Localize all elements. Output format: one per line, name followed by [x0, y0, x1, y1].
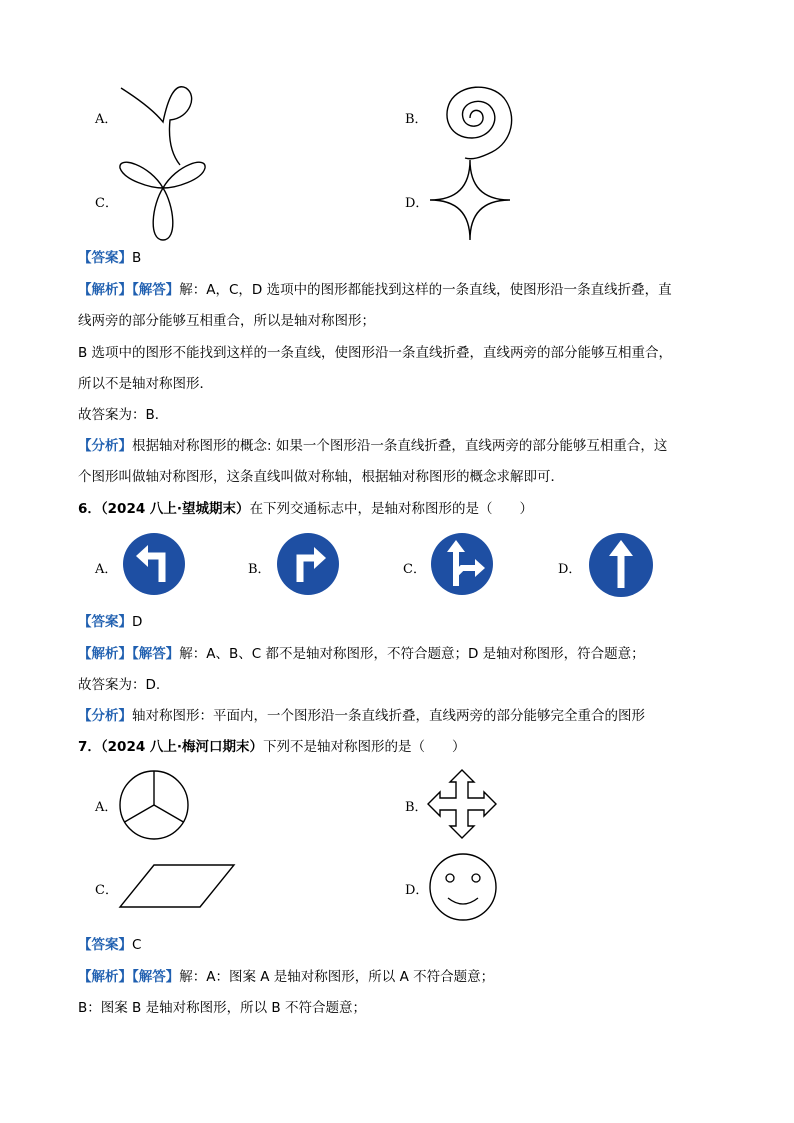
q6-option-c-label: C．	[403, 562, 426, 577]
q6-answer: D	[132, 614, 143, 630]
q6-option-b-label: B．	[248, 562, 271, 577]
q6-analysis-line-2: 故答案为：D.	[78, 677, 161, 693]
q7-question: 下列不是轴对称图形的是（ ）	[263, 739, 466, 755]
analysis-tag: 【解析】【解答】	[78, 282, 180, 298]
q7-analysis-line-1	[78, 967, 494, 987]
q6-analysis-line-1	[78, 644, 645, 664]
analysis-tag: 【解析】【解答】	[78, 646, 180, 662]
q5-option-a-label: A．	[95, 112, 118, 127]
q7-analysis-line-2: B：图案 B 是轴对称图形，所以 B 不符合题意；	[78, 1000, 366, 1016]
q5-fenxi-text: 根据轴对称图形的概念: 如果一个图形沿一条直线折叠，直线两旁的部分能够互相重合，这	[132, 438, 668, 454]
q6-source: （2024 八上·望城期末）	[100, 501, 250, 517]
q5-astroid-figure	[0, 0, 794, 260]
q5-analysis-line-5: 故答案为：B．	[78, 407, 169, 423]
q5-analysis-text: 解：A，C，D 选项中的图形都能找到这样的一条直线，使图形沿一条直线折叠，直	[179, 282, 672, 298]
q5-analysis-line-3: B 选项中的图形不能找到这样的一条直线，使图形沿一条直线折叠，直线两旁的部分能够互相重合，	[78, 345, 673, 361]
q7-smiley-face-figure	[428, 852, 498, 922]
q7-answer: C	[132, 937, 142, 953]
analysis-tag: 【解析】【解答】	[78, 969, 180, 985]
q7-option-c-label: C．	[95, 883, 118, 898]
q7-divided-circle-figure	[118, 769, 190, 841]
q5-analysis-line-4: 所以不是轴对称图形．	[78, 376, 213, 392]
q6-turn-left-sign	[122, 532, 186, 596]
q7-parallelogram-figure	[118, 863, 238, 909]
q5-option-d-label: D．	[405, 196, 429, 211]
q5-analysis-line-1	[78, 280, 672, 300]
q7-option-b-label: B．	[405, 800, 428, 815]
q5-option-b-label: B．	[405, 112, 428, 127]
answer-tag: 【答案】	[78, 937, 132, 953]
q6-analysis-text: 解：A、B、C 都不是轴对称图形，不符合题意；D 是轴对称图形，符合题意；	[179, 646, 645, 662]
q7-option-d-label: D．	[405, 883, 429, 898]
q6-option-d-label: D．	[558, 562, 582, 577]
answer-tag: 【答案】	[78, 614, 132, 630]
answer-tag: 【答案】	[78, 250, 132, 266]
q6-answer-line	[78, 612, 142, 632]
q6-number: 6．	[78, 501, 101, 517]
q6-stem	[78, 499, 533, 519]
q6-straight-or-right-sign	[430, 532, 494, 596]
q6-straight-ahead-sign	[588, 532, 654, 598]
q5-option-c-label: C．	[95, 196, 118, 211]
q6-option-a-label: A．	[95, 562, 118, 577]
q6-fenxi-line	[78, 706, 645, 726]
fenxi-tag: 【分析】	[78, 708, 132, 724]
q7-analysis-text: 解：A：图案 A 是轴对称图形，所以 A 不符合题意；	[179, 969, 495, 985]
q7-answer-line	[78, 935, 141, 955]
q7-option-a-label: A．	[95, 800, 118, 815]
q7-four-arrows-figure	[427, 769, 497, 839]
q7-stem	[78, 737, 466, 757]
q7-number: 7．	[78, 739, 101, 755]
q5-fenxi-line-1	[78, 436, 667, 456]
q5-answer-line	[78, 248, 141, 268]
q5-analysis-line-2: 线两旁的部分能够互相重合，所以是轴对称图形；	[78, 313, 375, 329]
q6-question: 在下列交通标志中，是轴对称图形的是（ ）	[249, 501, 534, 517]
q6-fenxi-text: 轴对称图形：平面内，一个图形沿一条直线折叠，直线两旁的部分能够完全重合的图形	[132, 708, 645, 724]
fenxi-tag: 【分析】	[78, 438, 132, 454]
q7-source: （2024 八上·梅河口期末）	[100, 739, 264, 755]
q6-turn-right-sign	[276, 532, 340, 596]
q5-answer: B	[132, 250, 142, 266]
q5-fenxi-line-2: 个图形叫做轴对称图形，这条直线叫做对称轴，根据轴对称图形的概念求解即可．	[78, 469, 564, 485]
